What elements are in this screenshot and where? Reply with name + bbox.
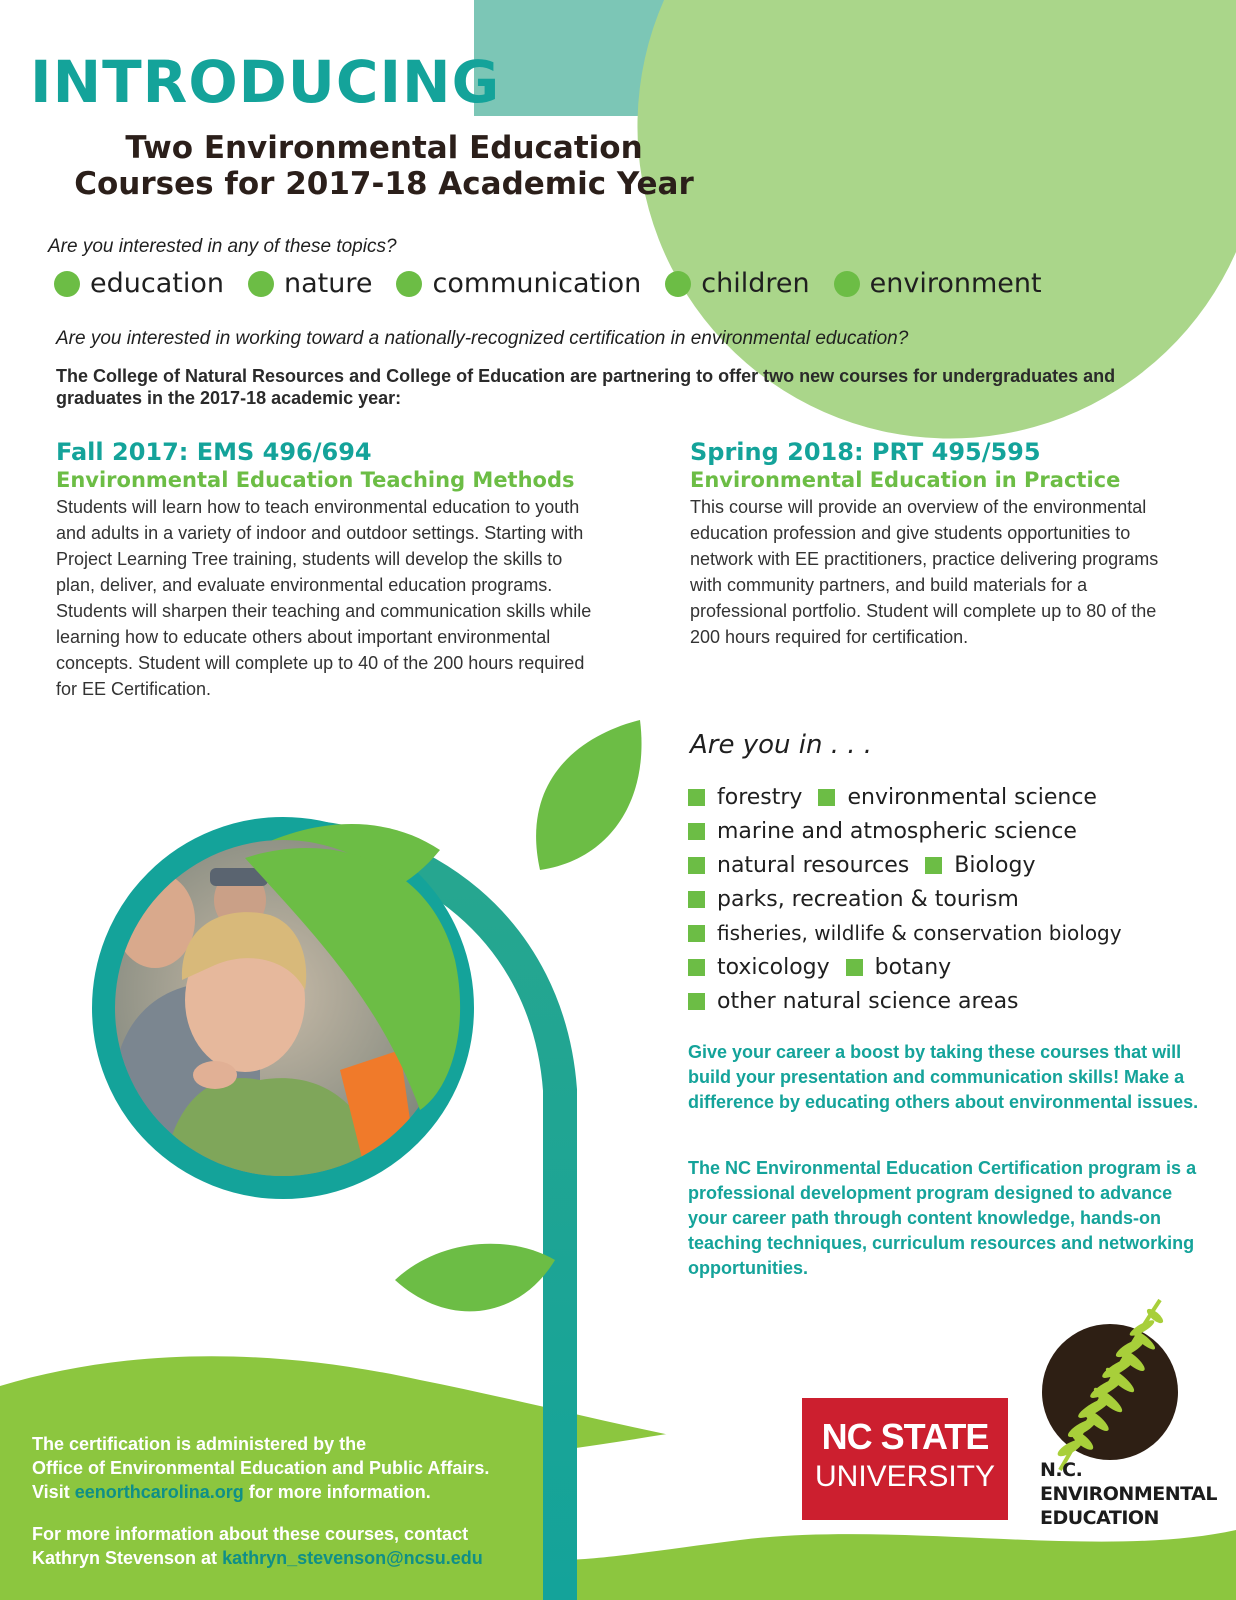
career-boost-text: Give your career a boost by taking these courses that will build your presentation and communication skills! Make a difference by educating others about environmental issues. xyxy=(688,1042,1199,1112)
fields-row xyxy=(688,780,1228,814)
topic-label: communication xyxy=(432,268,642,299)
fields-row xyxy=(688,916,1228,950)
field-label: marine and atmospheric science xyxy=(717,818,1077,844)
topic-label: nature xyxy=(283,268,373,299)
fields-row xyxy=(688,882,1228,916)
topic-item xyxy=(834,268,1042,299)
ncsu-logo xyxy=(802,1398,1008,1520)
field-item xyxy=(925,853,1035,878)
course-description: Students will learn how to teach environmental education to youth and adults in a variety of indoor and outdoor settings. Starting with Project Learning Tree training, students will develop the skills to plan, deliver, and evaluate environmental education programs. Students will sharpen their teaching and communication skills while learning how to educate others about important environmental concepts. Student will complete up to 40 of the 200 hours required for EE Certification. xyxy=(56,497,592,699)
field-item xyxy=(688,819,1077,844)
bullet-dot-icon xyxy=(54,271,80,297)
footer-visit xyxy=(32,1480,592,1504)
ncee-line1: N.C. xyxy=(1040,1459,1083,1481)
field-item xyxy=(688,955,830,980)
topic-label: children xyxy=(701,268,810,299)
fields-row xyxy=(688,814,1228,848)
bullet-dot-icon xyxy=(834,271,860,297)
headline: INTRODUCING xyxy=(30,48,501,116)
field-item xyxy=(688,785,802,810)
topic-item xyxy=(396,268,641,299)
fern-logo-circle xyxy=(1042,1324,1178,1460)
ncee-logo-text xyxy=(1040,1458,1217,1530)
course-term: Fall 2017: EMS 496/694 xyxy=(56,438,372,466)
ncee-line3: EDUCATION xyxy=(1040,1507,1159,1529)
certification-question: Are you interested in working toward a nationally-recognized certification in environmental education? xyxy=(56,328,909,349)
subhead-line-2: Courses for 2017-18 Academic Year xyxy=(74,166,694,202)
topics-list xyxy=(54,268,1042,299)
course-term: Spring 2018: PRT 495/595 xyxy=(690,438,1041,466)
fields-row xyxy=(688,848,1228,882)
field-item xyxy=(688,989,1019,1014)
program-description: The NC Environmental Education Certification program is a professional development program designed to advance your career path through content knowledge, hands-on teaching techniques, curriculum resources and networking opportunities. xyxy=(688,1158,1197,1278)
footer-line: Office of Environmental Education and Public Affairs. xyxy=(32,1458,490,1478)
field-label: environmental science xyxy=(847,784,1097,810)
ncee-line2: ENVIRONMENTAL xyxy=(1040,1483,1217,1505)
contact-line: For more information about these courses, contact xyxy=(32,1524,469,1544)
bullet-square-icon xyxy=(688,891,705,908)
field-item xyxy=(688,853,909,878)
subhead xyxy=(34,130,734,202)
bullet-square-icon xyxy=(925,857,942,874)
field-label: parks, recreation & tourism xyxy=(717,886,1019,912)
intro-paragraph: The College of Natural Resources and College of Education are partnering to offer two new courses for undergraduates and graduates in the 2017-18 academic year: xyxy=(56,366,1116,408)
bullet-square-icon xyxy=(688,959,705,976)
bullet-square-icon xyxy=(688,823,705,840)
areyou-heading: Are you in . . . xyxy=(690,730,873,760)
course-title: Environmental Education in Practice xyxy=(690,468,1121,492)
course-description: This course will provide an overview of the environmental education profession and give students opportunities to network with EE practitioners, practice delivering programs with community partners, and build materials for a professional portfolio. Student will complete up to 80 of the 200 hours required for certification. xyxy=(690,497,1159,647)
contact-name: Kathryn Stevenson at xyxy=(32,1548,218,1568)
leaf-top xyxy=(536,720,641,870)
bullet-dot-icon xyxy=(665,271,691,297)
visit-prefix: Visit xyxy=(32,1482,70,1502)
field-label: botany xyxy=(874,954,952,980)
contact-line-2 xyxy=(32,1546,592,1570)
bullet-square-icon xyxy=(688,857,705,874)
subhead-line-1: Two Environmental Education xyxy=(125,130,643,166)
topic-label: environment xyxy=(869,268,1042,299)
field-item xyxy=(688,887,1019,912)
bullet-square-icon xyxy=(688,789,705,806)
field-item xyxy=(688,921,1122,945)
topic-label: education xyxy=(90,268,224,299)
field-item xyxy=(818,785,1096,810)
bullet-square-icon xyxy=(688,993,705,1010)
bullet-dot-icon xyxy=(396,271,422,297)
visit-suffix: for more information. xyxy=(248,1482,431,1502)
field-item xyxy=(846,955,952,980)
topic-item xyxy=(248,268,372,299)
bullet-dot-icon xyxy=(248,271,274,297)
footer-line: The certification is administered by the xyxy=(32,1434,367,1454)
fields-list xyxy=(688,780,1228,1018)
course-spring xyxy=(690,438,1170,650)
field-label: forestry xyxy=(717,784,803,810)
bullet-square-icon xyxy=(846,959,863,976)
field-label: other natural science areas xyxy=(717,988,1019,1014)
topic-item xyxy=(665,268,809,299)
topics-question: Are you interested in any of these topics? xyxy=(48,236,397,257)
website-link[interactable]: eenorthcarolina.org xyxy=(74,1482,244,1502)
field-label: Biology xyxy=(954,852,1036,878)
leaf-bottom xyxy=(395,1244,555,1312)
field-label: toxicology xyxy=(717,954,830,980)
bullet-square-icon xyxy=(818,789,835,806)
fields-row xyxy=(688,950,1228,984)
field-label: natural resources xyxy=(717,852,910,878)
course-title: Environmental Education Teaching Methods xyxy=(56,468,575,492)
email-link[interactable]: kathryn_stevenson@ncsu.edu xyxy=(222,1548,483,1568)
ncsu-logo-line2: UNIVERSITY xyxy=(814,1460,996,1493)
bullet-square-icon xyxy=(688,925,705,942)
fields-row xyxy=(688,984,1228,1018)
course-fall xyxy=(56,438,596,702)
topic-item xyxy=(54,268,224,299)
ncsu-logo-line1: NC STATE xyxy=(821,1416,989,1457)
footer-info xyxy=(32,1432,592,1570)
field-label: fisheries, wildlife & conservation biology xyxy=(717,921,1122,945)
